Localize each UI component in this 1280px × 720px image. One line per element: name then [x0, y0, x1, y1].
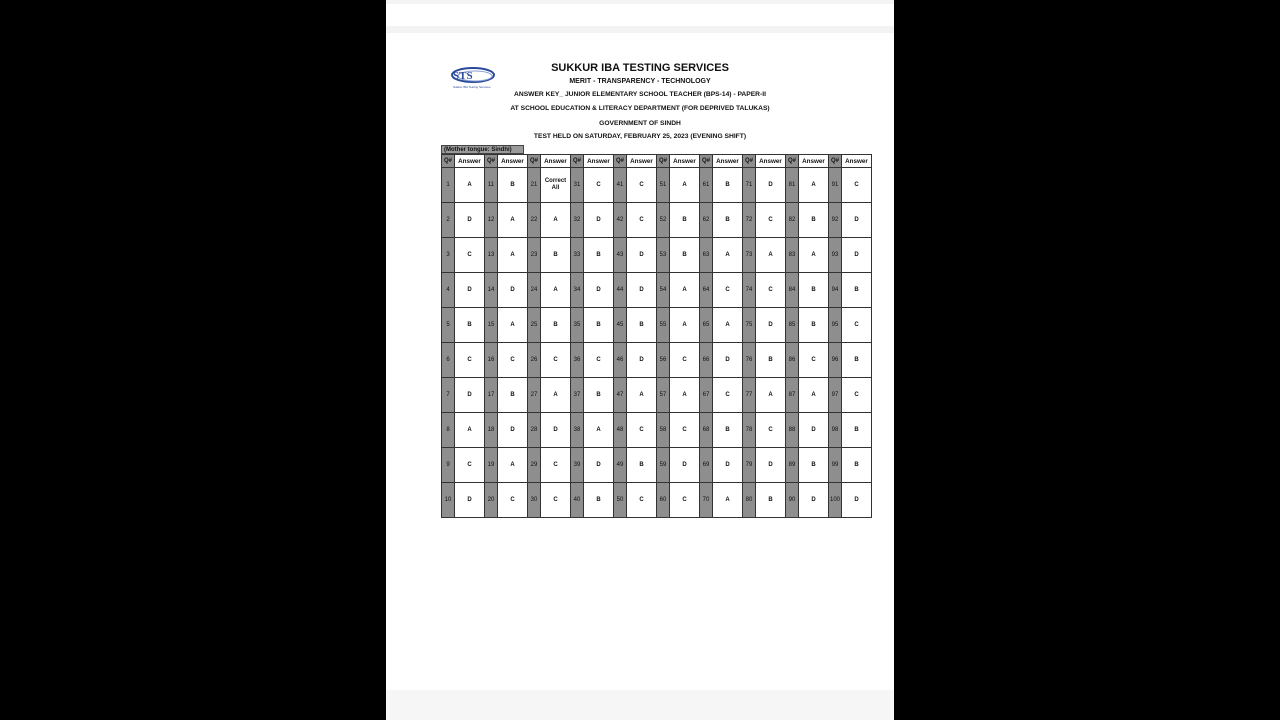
question-number-cell: 7: [442, 378, 455, 413]
answer-header: Answer: [842, 155, 872, 168]
answer-cell: B: [627, 448, 657, 483]
q-number-header: Q#: [571, 155, 584, 168]
question-number-cell: 78: [743, 413, 756, 448]
answer-cell: D: [455, 273, 485, 308]
answer-cell: A: [455, 168, 485, 203]
answer-cell: A: [455, 413, 485, 448]
answer-cell: B: [842, 273, 872, 308]
question-number-cell: 55: [657, 308, 670, 343]
answer-cell: C: [756, 203, 786, 238]
answer-cell: D: [584, 273, 614, 308]
question-number-cell: 4: [442, 273, 455, 308]
answer-cell: C: [584, 343, 614, 378]
answer-cell: D: [627, 343, 657, 378]
answer-cell: B: [799, 203, 829, 238]
answer-cell: A: [799, 168, 829, 203]
answer-cell: C: [670, 483, 700, 518]
answer-cell: B: [541, 238, 571, 273]
question-number-cell: 79: [743, 448, 756, 483]
answer-cell: C: [842, 308, 872, 343]
answer-cell: B: [756, 483, 786, 518]
answer-cell: B: [799, 448, 829, 483]
answer-cell: C: [842, 378, 872, 413]
answer-cell: A: [756, 378, 786, 413]
question-number-cell: 20: [485, 483, 498, 518]
table-body: [442, 168, 872, 518]
q-number-header: Q#: [657, 155, 670, 168]
answer-cell: D: [541, 413, 571, 448]
question-number-cell: 98: [829, 413, 842, 448]
answer-header: Answer: [498, 155, 528, 168]
answer-cell: B: [713, 203, 743, 238]
table-row: [442, 483, 872, 518]
answer-key-table: [441, 154, 872, 518]
question-number-cell: 74: [743, 273, 756, 308]
answer-cell: A: [541, 203, 571, 238]
question-number-cell: 72: [743, 203, 756, 238]
answer-cell: Correct All: [541, 168, 571, 203]
question-number-cell: 63: [700, 238, 713, 273]
government-line: GOVERNMENT OF SINDH: [599, 120, 681, 127]
question-number-cell: 16: [485, 343, 498, 378]
question-number-cell: 76: [743, 343, 756, 378]
answer-cell: A: [713, 483, 743, 518]
answer-cell: A: [670, 308, 700, 343]
question-number-cell: 73: [743, 238, 756, 273]
answer-cell: B: [799, 308, 829, 343]
logo-text: STS: [453, 70, 473, 82]
answer-cell: C: [670, 343, 700, 378]
mother-tongue-label: (Mother tongue: Sindhi): [441, 145, 524, 154]
table-header-row: [442, 155, 872, 168]
table-row: [442, 448, 872, 483]
answer-cell: A: [756, 238, 786, 273]
question-number-cell: 100: [829, 483, 842, 518]
question-number-cell: 12: [485, 203, 498, 238]
answer-header: Answer: [627, 155, 657, 168]
question-number-cell: 8: [442, 413, 455, 448]
question-number-cell: 66: [700, 343, 713, 378]
question-number-cell: 2: [442, 203, 455, 238]
organization-motto: MERIT - TRANSPARENCY - TECHNOLOGY: [569, 78, 711, 85]
question-number-cell: 88: [786, 413, 799, 448]
answer-cell: D: [627, 238, 657, 273]
answer-cell: B: [713, 168, 743, 203]
answer-key-title: ANSWER KEY_ JUNIOR ELEMENTARY SCHOOL TEACHER (BPS-14) - PAPER-II: [514, 91, 766, 98]
answer-header: Answer: [541, 155, 571, 168]
question-number-cell: 36: [571, 343, 584, 378]
answer-cell: C: [627, 168, 657, 203]
answer-cell: D: [799, 413, 829, 448]
answer-cell: C: [799, 343, 829, 378]
question-number-cell: 29: [528, 448, 541, 483]
question-number-cell: 26: [528, 343, 541, 378]
question-number-cell: 86: [786, 343, 799, 378]
question-number-cell: 31: [571, 168, 584, 203]
answer-cell: B: [455, 308, 485, 343]
answer-header: Answer: [713, 155, 743, 168]
question-number-cell: 23: [528, 238, 541, 273]
question-number-cell: 17: [485, 378, 498, 413]
answer-cell: D: [498, 413, 528, 448]
question-number-cell: 30: [528, 483, 541, 518]
question-number-cell: 51: [657, 168, 670, 203]
table-row: [442, 308, 872, 343]
question-number-cell: 95: [829, 308, 842, 343]
answer-cell: B: [498, 378, 528, 413]
question-number-cell: 37: [571, 378, 584, 413]
question-number-cell: 47: [614, 378, 627, 413]
question-number-cell: 25: [528, 308, 541, 343]
question-number-cell: 42: [614, 203, 627, 238]
answer-cell: C: [498, 343, 528, 378]
table-row: [442, 378, 872, 413]
question-number-cell: 77: [743, 378, 756, 413]
answer-cell: D: [455, 483, 485, 518]
answer-cell: A: [627, 378, 657, 413]
answer-cell: A: [713, 308, 743, 343]
question-number-cell: 50: [614, 483, 627, 518]
question-number-cell: 39: [571, 448, 584, 483]
question-number-cell: 52: [657, 203, 670, 238]
answer-cell: D: [627, 273, 657, 308]
answer-cell: B: [584, 308, 614, 343]
question-number-cell: 71: [743, 168, 756, 203]
question-number-cell: 97: [829, 378, 842, 413]
question-number-cell: 6: [442, 343, 455, 378]
answer-cell: D: [756, 168, 786, 203]
answer-cell: B: [756, 343, 786, 378]
answer-cell: A: [799, 238, 829, 273]
question-number-cell: 28: [528, 413, 541, 448]
answer-cell: B: [498, 168, 528, 203]
question-number-cell: 82: [786, 203, 799, 238]
question-number-cell: 14: [485, 273, 498, 308]
question-number-cell: 11: [485, 168, 498, 203]
question-number-cell: 33: [571, 238, 584, 273]
question-number-cell: 21: [528, 168, 541, 203]
answer-cell: D: [455, 378, 485, 413]
question-number-cell: 62: [700, 203, 713, 238]
question-number-cell: 69: [700, 448, 713, 483]
answer-cell: D: [713, 343, 743, 378]
q-number-header: Q#: [700, 155, 713, 168]
question-number-cell: 87: [786, 378, 799, 413]
answer-cell: D: [584, 203, 614, 238]
answer-cell: C: [541, 343, 571, 378]
question-number-cell: 19: [485, 448, 498, 483]
answer-cell: A: [498, 238, 528, 273]
answer-cell: C: [455, 448, 485, 483]
question-number-cell: 80: [743, 483, 756, 518]
answer-cell: B: [713, 413, 743, 448]
question-number-cell: 10: [442, 483, 455, 518]
question-number-cell: 92: [829, 203, 842, 238]
question-number-cell: 24: [528, 273, 541, 308]
q-number-header: Q#: [485, 155, 498, 168]
question-number-cell: 57: [657, 378, 670, 413]
q-number-header: Q#: [743, 155, 756, 168]
answer-cell: C: [713, 378, 743, 413]
answer-cell: A: [541, 378, 571, 413]
answer-cell: C: [627, 413, 657, 448]
question-number-cell: 61: [700, 168, 713, 203]
answer-cell: A: [498, 308, 528, 343]
question-number-cell: 9: [442, 448, 455, 483]
answer-cell: C: [842, 168, 872, 203]
answer-cell: C: [756, 273, 786, 308]
question-number-cell: 1: [442, 168, 455, 203]
question-number-cell: 13: [485, 238, 498, 273]
question-number-cell: 54: [657, 273, 670, 308]
page-bottom-band: [386, 690, 894, 720]
question-number-cell: 41: [614, 168, 627, 203]
answer-cell: A: [584, 413, 614, 448]
question-number-cell: 93: [829, 238, 842, 273]
answer-cell: B: [842, 413, 872, 448]
answer-cell: D: [455, 203, 485, 238]
answer-cell: C: [541, 483, 571, 518]
test-date-line: TEST HELD ON SATURDAY, FEBRUARY 25, 2023 (EVENING SHIFT): [533, 133, 747, 140]
table-row: [442, 343, 872, 378]
answer-cell: B: [670, 238, 700, 273]
question-number-cell: 15: [485, 308, 498, 343]
table-row: [442, 168, 872, 203]
answer-cell: D: [756, 308, 786, 343]
question-number-cell: 67: [700, 378, 713, 413]
answer-cell: A: [670, 378, 700, 413]
answer-cell: A: [541, 273, 571, 308]
table-row: [442, 238, 872, 273]
document-page: [386, 0, 894, 720]
answer-cell: C: [541, 448, 571, 483]
answer-cell: B: [842, 343, 872, 378]
question-number-cell: 64: [700, 273, 713, 308]
answer-cell: A: [713, 238, 743, 273]
answer-cell: A: [670, 273, 700, 308]
question-number-cell: 53: [657, 238, 670, 273]
question-number-cell: 96: [829, 343, 842, 378]
answer-cell: A: [498, 203, 528, 238]
question-number-cell: 45: [614, 308, 627, 343]
question-number-cell: 48: [614, 413, 627, 448]
q-number-header: Q#: [442, 155, 455, 168]
question-number-cell: 90: [786, 483, 799, 518]
question-number-cell: 38: [571, 413, 584, 448]
answer-cell: B: [842, 448, 872, 483]
answer-header: Answer: [455, 155, 485, 168]
question-number-cell: 44: [614, 273, 627, 308]
q-number-header: Q#: [829, 155, 842, 168]
department-line: AT SCHOOL EDUCATION & LITERACY DEPARTMENT (FOR DEPRIVED TALUKAS): [510, 105, 770, 112]
answer-cell: B: [584, 483, 614, 518]
question-number-cell: 99: [829, 448, 842, 483]
answer-cell: C: [756, 413, 786, 448]
question-number-cell: 18: [485, 413, 498, 448]
question-number-cell: 43: [614, 238, 627, 273]
answer-cell: C: [627, 203, 657, 238]
answer-cell: C: [455, 343, 485, 378]
answer-cell: D: [756, 448, 786, 483]
answer-cell: B: [584, 378, 614, 413]
answer-cell: C: [713, 273, 743, 308]
question-number-cell: 85: [786, 308, 799, 343]
answer-cell: C: [627, 483, 657, 518]
question-number-cell: 81: [786, 168, 799, 203]
answer-cell: C: [584, 168, 614, 203]
page-top-edge: [386, 0, 894, 4]
answer-cell: C: [670, 413, 700, 448]
question-number-cell: 75: [743, 308, 756, 343]
answer-cell: D: [670, 448, 700, 483]
answer-cell: B: [799, 273, 829, 308]
question-number-cell: 32: [571, 203, 584, 238]
question-number-cell: 5: [442, 308, 455, 343]
question-number-cell: 56: [657, 343, 670, 378]
logo-subtext: Sukkur IBA Testing Services: [453, 85, 491, 89]
question-number-cell: 84: [786, 273, 799, 308]
organization-name: SUKKUR IBA TESTING SERVICES: [551, 62, 729, 74]
answer-cell: B: [627, 308, 657, 343]
table-row: [442, 203, 872, 238]
answer-header: Answer: [756, 155, 786, 168]
question-number-cell: 35: [571, 308, 584, 343]
answer-cell: B: [670, 203, 700, 238]
table-row: [442, 413, 872, 448]
table-row: [442, 273, 872, 308]
answer-cell: C: [455, 238, 485, 273]
answer-cell: D: [842, 238, 872, 273]
question-number-cell: 94: [829, 273, 842, 308]
answer-cell: D: [842, 203, 872, 238]
question-number-cell: 46: [614, 343, 627, 378]
answer-cell: D: [799, 483, 829, 518]
question-number-cell: 60: [657, 483, 670, 518]
answer-cell: A: [799, 378, 829, 413]
question-number-cell: 49: [614, 448, 627, 483]
answer-cell: D: [842, 483, 872, 518]
question-number-cell: 34: [571, 273, 584, 308]
question-number-cell: 89: [786, 448, 799, 483]
q-number-header: Q#: [614, 155, 627, 168]
answer-header: Answer: [670, 155, 700, 168]
answer-header: Answer: [799, 155, 829, 168]
question-number-cell: 59: [657, 448, 670, 483]
question-number-cell: 70: [700, 483, 713, 518]
question-number-cell: 3: [442, 238, 455, 273]
answer-cell: C: [498, 483, 528, 518]
answer-cell: D: [584, 448, 614, 483]
answer-cell: A: [498, 448, 528, 483]
q-number-header: Q#: [528, 155, 541, 168]
answer-cell: D: [498, 273, 528, 308]
question-number-cell: 68: [700, 413, 713, 448]
answer-cell: B: [541, 308, 571, 343]
answer-cell: A: [670, 168, 700, 203]
answer-cell: B: [584, 238, 614, 273]
answer-cell: D: [713, 448, 743, 483]
question-number-cell: 58: [657, 413, 670, 448]
q-number-header: Q#: [786, 155, 799, 168]
question-number-cell: 91: [829, 168, 842, 203]
question-number-cell: 83: [786, 238, 799, 273]
question-number-cell: 22: [528, 203, 541, 238]
question-number-cell: 40: [571, 483, 584, 518]
answer-header: Answer: [584, 155, 614, 168]
question-number-cell: 27: [528, 378, 541, 413]
page-top-band: [386, 26, 894, 33]
question-number-cell: 65: [700, 308, 713, 343]
